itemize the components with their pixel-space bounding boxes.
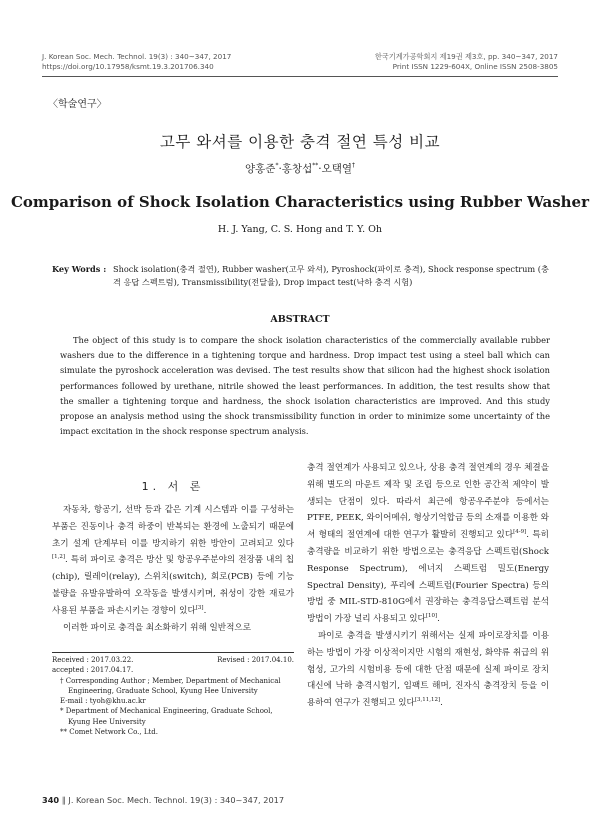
running-header-right [375,52,558,72]
accepted-date: accepted : 2017.04.17. [52,666,134,675]
right-column [307,460,549,712]
affiliation-2: ** Comet Network Co., Ltd. [60,728,159,737]
paragraph: 파이로 충격을 발생시키기 위해서는 실제 파이로장치를 이용하는 방법이 가장 이상적이지만 시험의 재현성, 화약류 취급의 위험성, 고가의 시험비용 등에 대한 단점 때문에 실제 파이로 장치 대신에 낙하 충격시험기, 임팩트 해머, 진자식 충격장치 등을 이용하여 연구가 진행되고 있다[3,11,12]. [307,630,549,709]
author-mark: * [275,162,279,169]
journal-citation-korean: 한국기계가공학회지 제19권 제3호, pp. 340~347, 2017 [374,52,558,61]
footnote-rule [52,652,294,653]
author-mark: ** [312,162,319,169]
authors-korean [0,161,600,176]
left-column [52,478,294,636]
footer-citation: J. Korean Soc. Mech. Technol. 19(3) : 340~347, 2017 [68,795,285,805]
running-header-left [42,52,231,72]
page-number: 340 [42,795,60,805]
abstract-heading: ABSTRACT [270,314,330,325]
keywords-block [52,263,552,289]
footnotes [52,655,294,737]
received-dates [52,655,294,665]
citation-ref[interactable]: [3] [195,604,204,611]
citation-ref[interactable]: [3,11,12] [414,697,441,704]
doi-link[interactable]: https://doi.org/10.17958/ksmt.19.3.201706.340 [42,62,214,71]
title-korean: 고무 와셔를 이용한 충격 절연 특성 비교 [159,133,441,151]
authors-english: H. J. Yang, C. S. Hong and T. Y. Oh [217,224,383,235]
keywords-label: Key Words : [52,264,107,274]
paragraph: 자동차, 항공기, 선박 등과 같은 기계 시스템과 이를 구성하는 부품은 진동이나 충격 하중이 반복되는 환경에 노출되기 때문에 초기 설계 단계부터 이를 방지하기 위한 방안이 고려되고 있다[1,2]. 특히 파이로 충격은 방산 및 항공우주분야의 전장품 내의 칩(chip), 릴레이(relay), 스위치(switch), 회로(PCB) 등에 기능 불량을 유발유발하여 오작동을 발생시키며, 취성이 강한 재료가 사용된 부품을 파손시키는 경향이 있다[3]. [52,505,294,616]
citation-ref[interactable]: [1,2] [52,554,66,561]
keywords-text: Shock isolation(충격 절연), Rubber washer(고무 와셔), Pyroshock(파이로 충격), Shock response spectrum (충격 응답 스펙트럼), Transmissibility(전달율), Drop impact test(낙하 충격 시험) [113,264,549,287]
paragraph: 이러한 파이로 충격을 최소화하기 위해 일반적으로 [63,622,251,633]
author-name: 홍창섭 [281,163,313,175]
page-footer [42,795,284,805]
author-mark: † [352,162,355,169]
section-title: 1. 서 론 [141,480,205,493]
footer-separator: ∥ [61,795,66,805]
author-name: 양홍준 [245,163,276,175]
received-date: Received : 2017.03.22. [52,656,134,664]
title-english: Comparison of Shock Isolation Characteristics using Rubber Washer [10,193,590,211]
citation-ref[interactable]: [10] [425,613,438,620]
citation-ref[interactable]: [4-9] [513,529,527,536]
author-name: 오택열 [321,163,352,175]
journal-citation: J. Korean Soc. Mech. Technol. 19(3) : 340~347, 2017 [42,52,232,61]
author-separator: · [318,163,322,175]
document-type-label: 〈학술연구〉 [48,99,107,110]
issn-line: Print ISSN 1229-604X, Online ISSN 2508-3805 [392,62,558,71]
revised-date: Revised : 2017.04.10. [217,656,294,664]
email[interactable]: E-mail : tyoh@khu.ac.kr [60,697,146,706]
affiliation-1: * Department of Mechanical Engineering, Graduate School, Kyung Hee University [60,707,273,726]
paragraph: 충격 절연계가 사용되고 있으나, 상용 충격 절연계의 경우 체결을 위해 별도의 마운트 제작 및 조립 등으로 인한 공간적 제약이 발생되는 단점이 있다. 따라서 최근에 항공우주분야 등에서는 PTFE, PEEK, 와이어메쉬, 형상기억합금 등의 소재를 이용한 와셔 형태의 절연계에 대한 연구가 활발히 진행되고 있다[4-9]. 특히 충격량을 비교하기 위한 방법으로는 충격응답 스펙트럼(Shock Response Spectrum), 에너지 스펙트럼 밀도(Energy Spectral Density), 푸리에 스펙트럼(Fourier Spectra) 등의 방법 중 MIL-STD-810G에서 권장하는 충격응답스펙트럼 분석방법이 가장 널리 사용되고 있다[10]. [307,463,549,625]
corresponding-author: † Corresponding Author ; Member, Department of Mechanical Engineering, Graduate School, Kyung Hee University [60,676,281,695]
header-rule [42,76,558,77]
author-separator: · [278,163,282,175]
abstract-text: The object of this study is to compare the shock isolation characteristics of the commercially available rubber washers due to the difference in a tightening torque and hardness. Drop impact test using a steel ball which can simulate the pyroshock acceleration was devised. The test results show that silicon had the highest shock isolation performances followed by urethane, nitrile showed the least performances. In addition, the test results show that the smaller a tightening torque and hardness, the shock isolation characteristics are improved. And this study propose an analysis method using the shock transmissibility function in order to minimize some uncertainty of the impact excitation in the shock response spectrum analysis. [60,335,550,437]
